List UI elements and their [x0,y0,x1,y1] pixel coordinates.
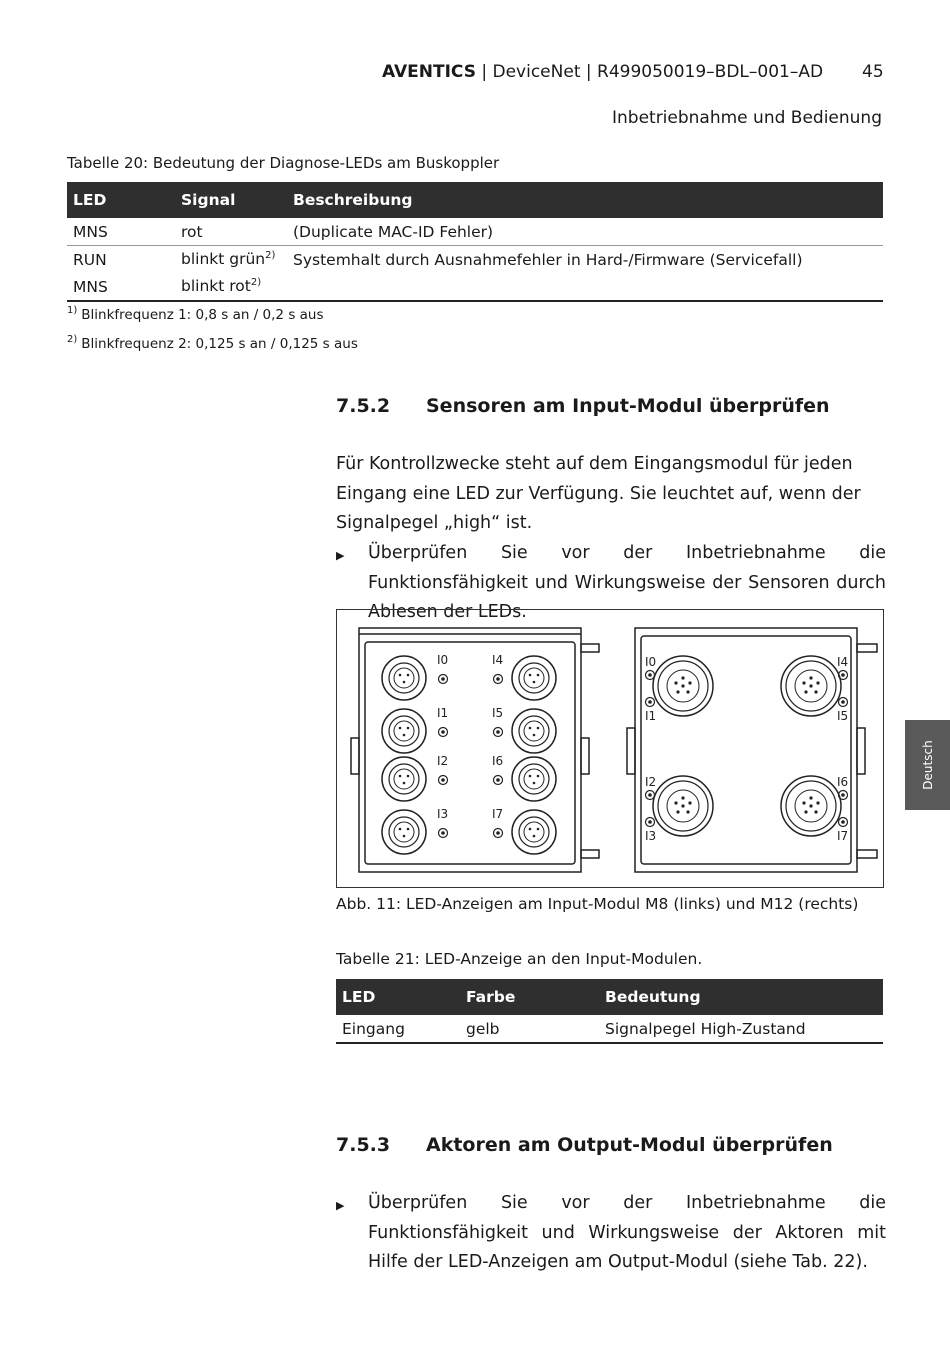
led-indicator-dot [648,820,652,824]
connector-pin [688,801,691,804]
input-label: I5 [837,709,849,723]
cell-desc: Systemhalt durch Ausnahmefehler in Hard-/Firmware (Servicefall) [293,250,803,269]
page-number: 45 [862,62,884,82]
connector-pin [809,796,812,799]
led-indicator-dot [496,730,500,734]
footnote-ref: 2) [265,250,276,262]
m8-connector-face [394,721,414,741]
input-module-figure [336,609,884,888]
table-row [67,273,883,301]
col-header-signal: Signal [175,182,287,218]
led-indicator-dot [441,778,445,782]
connector-pin [399,828,402,831]
connector-pin [681,796,684,799]
input-label: I3 [437,807,449,821]
m8-connector-face [524,721,544,741]
table-header-row [336,979,883,1015]
m12-connectors [645,655,848,843]
m8-connector-face [524,668,544,688]
col-header-bedeutung: Bedeutung [599,979,883,1015]
connector-pin [403,782,406,785]
section-number: 7.5.2 [336,395,391,417]
led-indicator-dot [496,778,500,782]
table-row [67,218,883,246]
signal-text: blinkt rot [181,277,251,296]
connector-pin [686,690,689,693]
led-indicator-dot [496,831,500,835]
connector-pin [804,810,807,813]
input-label: I5 [492,706,504,720]
connector-pin [533,835,536,838]
input-label: I7 [492,807,504,821]
connector-pin [676,810,679,813]
connector-pin [399,775,402,778]
connector-pin [681,676,684,679]
m8-connector-face [394,668,414,688]
connector-pin [814,690,817,693]
footnote-1 [67,305,324,323]
footnote-mark: 1) [67,305,78,316]
connector-pin [686,810,689,813]
document-id: | DeviceNet | R499050019–BDL–001–AD [475,62,824,82]
footnote-mark: 2) [67,334,78,345]
section-title: Sensoren am Input-Modul überprüfen [426,395,830,417]
table-header-row [67,182,883,218]
led-indicator-dot [841,700,845,704]
connector-pin [537,828,540,831]
language-tab [905,720,950,810]
connector-pin [804,690,807,693]
connector-pin [403,734,406,737]
connector-pin [403,681,406,684]
connector-pin [407,775,410,778]
led-indicator-dot [841,793,845,797]
bullet-text: Überprüfen Sie vor der Inbetriebnahme die Funktionsfähigkeit und Wirkungsweise der Sensoren durch Ablesen der LEDs. [368,543,886,622]
connector-pin [399,727,402,730]
connector-pin [533,734,536,737]
connector-pin [814,810,817,813]
diagnose-led-table [67,182,883,302]
footnote-ref: 2) [250,277,262,289]
input-label: I7 [837,829,849,843]
col-header-led: LED [336,979,460,1015]
connector-pin [816,681,819,684]
led-indicator-dot [841,820,845,824]
language-tab-label: Deutsch [920,740,935,790]
footnote-2 [67,334,358,352]
connector-pin [681,684,684,687]
connector-pin [802,681,805,684]
connector-pin [802,801,805,804]
connector-pin [407,727,410,730]
cell-led: MNS [67,218,175,246]
m8-connectors [382,653,556,854]
connector-pin [533,782,536,785]
cell-desc: (Duplicate MAC-ID Fehler) [287,218,883,246]
connector-pin [688,681,691,684]
led-indicator-dot [841,673,845,677]
connector-pin [537,727,540,730]
connector-pin [809,684,812,687]
led-indicator-dot [496,677,500,681]
connector-pin [529,674,532,677]
input-label: I1 [437,706,449,720]
cell-led: Eingang [336,1015,460,1043]
cell-signal [175,246,287,274]
m8-connector-face [524,822,544,842]
m8-connector-face [394,822,414,842]
connector-pin [676,690,679,693]
led-indicator-dot [648,700,652,704]
connector-pin [816,801,819,804]
section-title: Aktoren am Output-Modul überprüfen [426,1134,833,1156]
bullet-triangle-icon: ▶ [336,549,345,562]
led-indicator-dot [441,831,445,835]
cell-desc [287,273,883,301]
input-module-drawing [337,610,883,887]
table21-caption: Tabelle 21: LED-Anzeige an den Input-Modulen. [336,950,703,968]
connector-pin [403,835,406,838]
table20-caption: Tabelle 20: Bedeutung der Diagnose-LEDs am Buskoppler [67,154,500,172]
body-paragraph: Für Kontrollzwecke steht auf dem Eingangsmodul für jeden Eingang eine LED zur Verfügung. Sie leuchtet auf, wenn der Signalpegel „high“ ist. [336,454,861,533]
section-header: Inbetriebnahme und Bedienung [611,108,882,128]
input-label: I4 [837,655,849,669]
brand-name: AVENTICS [382,62,476,82]
connector-pin [407,828,410,831]
input-label: I6 [837,775,849,789]
connector-pin [681,804,684,807]
connector-pin [529,727,532,730]
connector-pin [537,775,540,778]
input-label: I0 [437,653,449,667]
bullet-triangle-icon: ▶ [336,1199,345,1212]
col-header-farbe: Farbe [460,979,599,1015]
cell-farbe: gelb [460,1015,599,1043]
figure-caption: Abb. 11: LED-Anzeigen am Input-Modul M8 (links) und M12 (rechts) [336,895,859,913]
bullet-item [336,1189,886,1278]
connector-pin [407,674,410,677]
led-indicator-dot [441,677,445,681]
connector-pin [529,775,532,778]
cell-led: RUN [73,250,107,269]
m8-connector-face [394,769,414,789]
input-label: I2 [645,775,657,789]
signal-text: blinkt grün [181,250,266,269]
section-heading-753 [336,1134,833,1156]
input-label: I6 [492,754,504,768]
col-header-led: LED [67,182,175,218]
led-input-table [336,979,883,1044]
section-number: 7.5.3 [336,1134,391,1156]
input-label: I3 [645,829,657,843]
connector-pin [537,674,540,677]
section-heading-752 [336,395,830,417]
cell-signal: rot [175,218,287,246]
led-indicator-dot [648,673,652,677]
input-label: I0 [645,655,657,669]
connector-pin [809,804,812,807]
input-label: I4 [492,653,504,667]
col-header-beschreibung: Beschreibung [287,182,883,218]
input-label: I1 [645,709,657,723]
footnote-text: Blinkfrequenz 1: 0,8 s an / 0,2 s aus [81,307,324,323]
cell-bedeutung: Signalpegel High-Zustand [599,1015,883,1043]
connector-pin [399,674,402,677]
m8-connector-face [524,769,544,789]
bullet-text: Überprüfen Sie vor der Inbetriebnahme die Funktionsfähigkeit und Wirkungsweise der Aktoren mit Hilfe der LED-Anzeigen am Output-Modul (siehe Tab. 22). [368,1193,886,1272]
led-indicator-dot [441,730,445,734]
led-indicator-dot [648,793,652,797]
running-header [382,62,823,82]
cell-signal [175,273,287,301]
input-label: I2 [437,754,449,768]
table-row [336,1015,883,1043]
connector-pin [674,681,677,684]
connector-pin [674,801,677,804]
footnote-text: Blinkfrequenz 2: 0,125 s an / 0,125 s aus [81,336,358,352]
cell-led: MNS [67,273,175,301]
connector-pin [809,676,812,679]
table-row [67,246,883,274]
connector-pin [529,828,532,831]
connector-pin [533,681,536,684]
